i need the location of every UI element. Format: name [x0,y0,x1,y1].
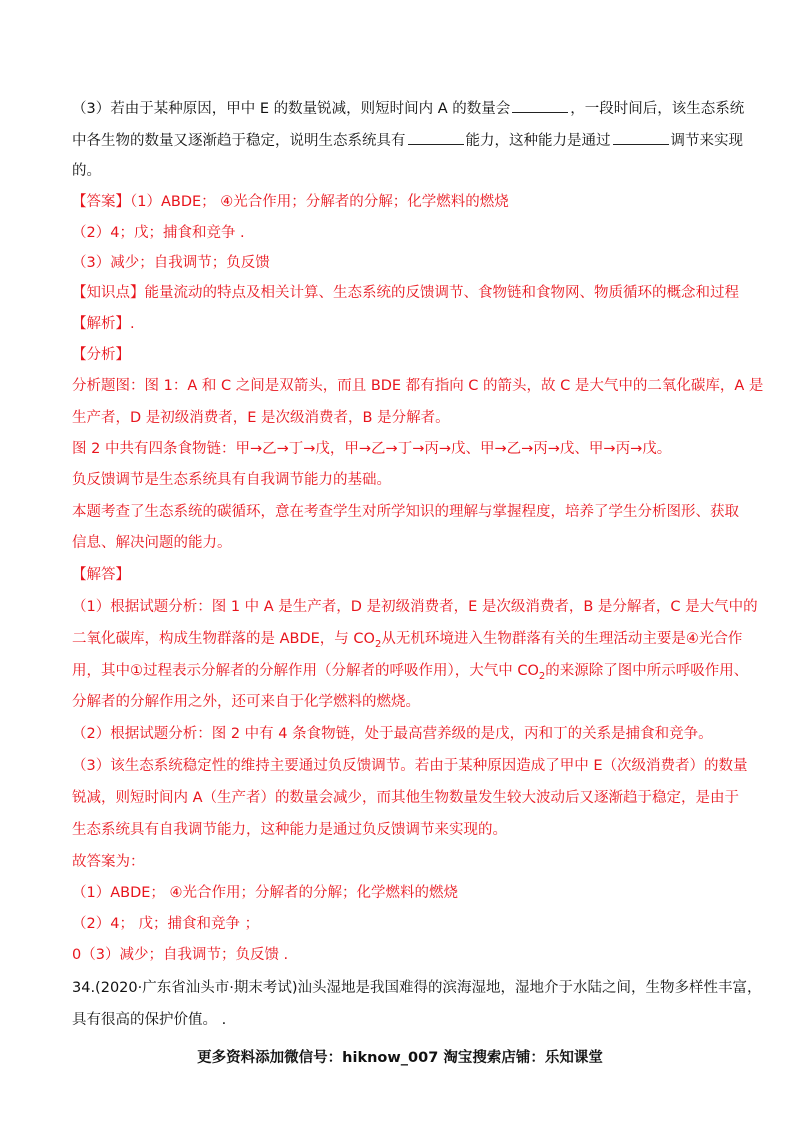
answer-blank-3 [613,130,669,145]
answer-line-1: 【答案】（1）ABDE； ④光合作用；分解者的分解；化学燃料的燃烧 [72,194,509,210]
solution-line-4: 分解者的分解作用之外，还可来自于化学燃料的燃烧。 [72,694,420,710]
final-answer-1: （1）ABDE； ④光合作用；分解者的分解；化学燃料的燃烧 [72,885,459,901]
solution-line-2: 二氧化碳库，构成生物群落的是 ABDE，与 $CO_2$从无机环境进入生物群落有关的生理活动主要是④光合作 [72,631,743,650]
solution-line-8: 生态系统具有自我调节能力，这种能力是通过负反馈调节来实现的。 [72,822,507,838]
analysis-line-1: 分析题图：图 1：A 和 C 之间是双箭头，而且 BDE 都有指向 C 的箭头，故 C 是大气中的二氧化碳库，A 是 [72,378,764,394]
solution-line-6: （3）该生态系统稳定性的维持主要通过负反馈调节。若由于某种原因造成了甲中 E（次级消费者）的数量 [72,758,748,774]
question-3-line-3: 的。 [72,163,101,179]
analysis-line-4: 负反馈调节是生态系统具有自我调节能力的基础。 [72,472,391,488]
question-34-line-1: 34.(2020·广东省汕头市·期末考试)汕头湿地是我国难得的滨海湿地，湿地介于水陆之间，生物多样性丰富， [72,980,762,996]
analysis-line-2: 生产者，D 是初级消费者，E 是次级消费者，B 是分解者。 [72,410,450,426]
page-footer: 更多资料添加微信号：hiknow_007 淘宝搜索店铺：乐知课堂 [197,1050,603,1066]
final-answer-3: 0（3）减少；自我调节；负反馈 . [72,947,289,963]
question-3-line-1: （3）若由于某种原因，甲中 E 的数量锐减，则短时间内 A 的数量会 ，一段时间后，该生态系统 [72,98,744,119]
analysis-line-6: 信息、解决问题的能力。 [72,535,232,551]
answer-line-2: （2）4；戊；捕食和竞争 . [72,225,245,241]
jieda-label: 【解答】 [72,567,130,583]
jiexi-label: 【解析】. [72,316,135,332]
question-3-line-2: 中各生物的数量又逐渐趋于稳定，说明生态系统具有 能力，这种能力是通过 调节来实现 [72,130,743,151]
fenxi-label: 【分析】 [72,347,130,363]
final-answer-label: 故答案为： [72,854,145,870]
answer-line-3: （3）减少；自我调节；负反馈 [72,255,270,271]
final-answer-2: （2）4； 戊；捕食和竞争 ； [72,916,260,932]
solution-line-5: （2）根据试题分析：图 2 中有 4 条食物链，处于最高营养级的是戊，丙和丁的关系是捕食和竞争。 [72,726,713,742]
answer-blank-2 [408,130,464,145]
answer-blank-1 [512,98,568,113]
knowledge-points: 【知识点】能量流动的特点及相关计算、生态系统的反馈调节、食物链和食物网、物质循环的概念和过程 [72,285,739,301]
solution-line-3: 用，其中①过程表示分解者的分解作用（分解者的呼吸作用），大气中 $CO_2$的来源除了图中所示呼吸作用、 [72,663,749,682]
analysis-line-5: 本题考查了生态系统的碳循环，意在考查学生对所学知识的理解与掌握程度，培养了学生分析图形、获取 [72,504,739,520]
solution-line-7: 锐减，则短时间内 A（生产者）的数量会减少，而其他生物数量发生较大波动后又逐渐趋于稳定，是由于 [72,790,740,806]
answer-label: 【答案】 [72,194,130,210]
analysis-line-3: 图 2 中共有四条食物链：甲→乙→丁→戊，甲→乙→丁→丙→戊、甲→乙→丙→戊、甲→丙→戊。 [72,441,672,457]
solution-line-1: （1）根据试题分析：图 1 中 A 是生产者，D 是初级消费者，E 是次级消费者，B 是分解者，C 是大气中的 [72,599,758,615]
question-34-line-2: 具有很高的保护价值。 . [72,1012,227,1028]
